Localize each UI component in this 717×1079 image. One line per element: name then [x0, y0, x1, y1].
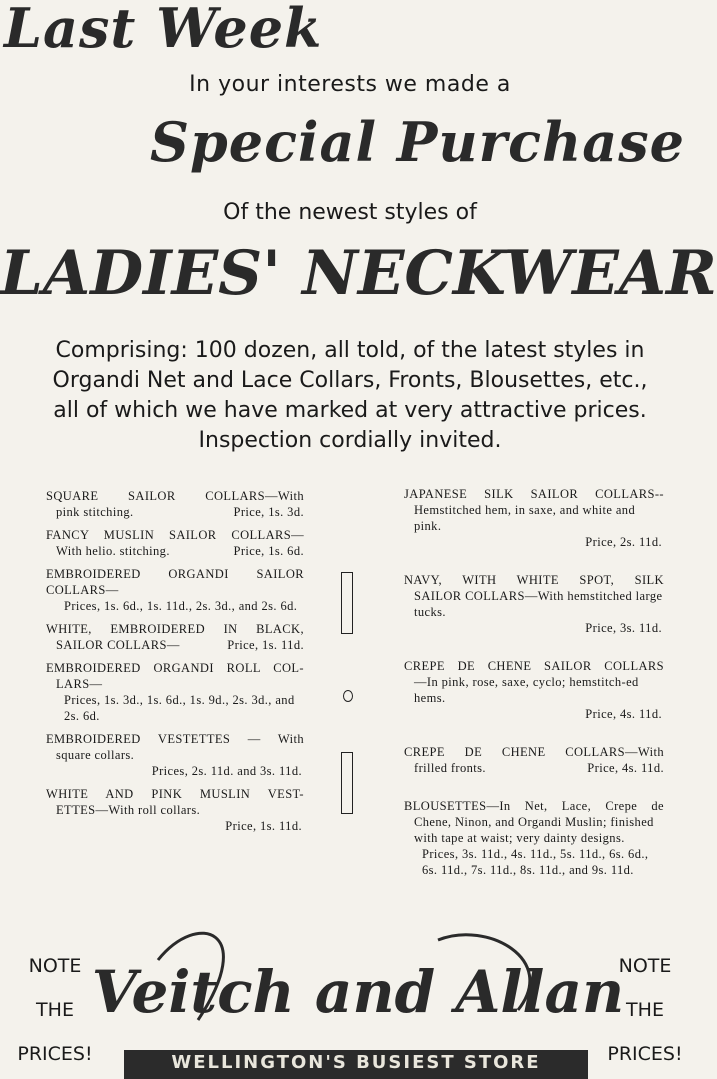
- item-desc: SAILOR COLLARS—: [56, 638, 180, 652]
- item-desc: —In pink, rose, saxe, cyclo; hemstitch-ed hems.: [414, 675, 639, 705]
- item-title: FANCY MUSLIN SAILOR COLLARS—: [46, 528, 304, 542]
- item-desc: Chene, Ninon, and Organdi Muslin; finished with tape at waist; very dainty designs.: [414, 815, 654, 845]
- item-title: WHITE, EMBROIDERED IN BLACK,: [46, 622, 304, 636]
- intro-paragraph: [0, 336, 700, 456]
- list-item: [404, 486, 664, 550]
- item-title: SQUARE SAILOR COLLARS—With: [46, 489, 304, 503]
- note-line: THE: [626, 999, 664, 1021]
- item-title: CREPE DE CHENE COLLARS—With: [404, 745, 664, 759]
- item-desc: pink stitching.: [56, 505, 134, 519]
- ornament-circle: [343, 690, 353, 702]
- item-price: Prices, 1s. 6d., 1s. 11d., 2s. 3d., and 2s. 6d.: [64, 599, 298, 613]
- item-desc: COLLARS—: [46, 583, 119, 597]
- item-desc: With helio. stitching.: [56, 544, 170, 558]
- item-title: JAPANESE SILK SAILOR COLLARS--: [404, 487, 664, 501]
- item-price: Prices, 2s. 11d. and 3s. 11d.: [151, 764, 302, 778]
- list-item: [404, 798, 664, 878]
- list-item: [404, 744, 664, 776]
- note-line: PRICES!: [607, 1043, 683, 1065]
- list-item: [404, 572, 664, 636]
- item-price: Price, 3s. 11d.: [585, 621, 662, 635]
- logo-banner-text: WELLINGTON'S BUSIEST STORE: [171, 1052, 541, 1073]
- left-price-list: [46, 488, 304, 841]
- list-item: [46, 488, 304, 520]
- list-item: [46, 527, 304, 559]
- item-title: BLOUSETTES—In Net, Lace, Crepe de: [404, 799, 664, 813]
- ornament-bar-bottom: [341, 752, 353, 814]
- list-item: [46, 731, 304, 779]
- item-price: Price, 4s. 11d.: [587, 761, 664, 775]
- headline-ladies-neckwear: LADIES' NECKWEAR: [0, 238, 717, 309]
- item-price: Price, 4s. 11d.: [585, 707, 662, 721]
- list-item: [46, 660, 304, 724]
- note-line: THE: [36, 999, 74, 1021]
- item-desc: SAILOR COLLARS—With hemstitched large tucks.: [414, 589, 663, 619]
- item-title: EMBROIDERED VESTETTES — With: [46, 732, 304, 746]
- intro-line: Inspection cordially invited.: [198, 428, 502, 453]
- list-item: [46, 621, 304, 653]
- item-title: WHITE AND PINK MUSLIN VEST-: [46, 787, 304, 801]
- right-price-list: [404, 486, 664, 885]
- item-price: Prices, 3s. 11d., 4s. 11d., 5s. 11d., 6s. 6d., 6s. 11d., 7s. 11d., 8s. 11d., and 9s. 11d.: [422, 847, 649, 877]
- item-price: Price, 2s. 11d.: [585, 535, 662, 549]
- list-item: [404, 658, 664, 722]
- intro-line: Comprising: 100 dozen, all told, of the latest styles in: [55, 338, 645, 363]
- headline-interests: In your interests we made a: [189, 72, 511, 97]
- note-line: NOTE: [28, 955, 82, 977]
- headline-newest: Of the newest styles of: [223, 200, 477, 225]
- intro-line: Organdi Net and Lace Collars, Fronts, Blousettes, etc.,: [52, 368, 648, 393]
- item-desc: frilled fronts.: [414, 761, 486, 775]
- item-price: Prices, 1s. 3d., 1s. 6d., 1s. 9d., 2s. 3d., and 2s. 6d.: [64, 693, 295, 723]
- note-line: NOTE: [618, 955, 672, 977]
- item-price: Price, 1s. 11d.: [225, 819, 302, 833]
- note-line: PRICES!: [17, 1043, 93, 1065]
- item-desc: ETTES—With roll collars.: [56, 803, 201, 817]
- headline-last-week: Last Week: [4, 0, 323, 60]
- item-title: EMBROIDERED ORGANDI SAILOR: [46, 567, 304, 581]
- ornament-bar-top: [341, 572, 353, 634]
- item-desc: LARS—: [56, 677, 103, 691]
- item-title: CREPE DE CHENE SAILOR COLLARS: [404, 659, 664, 673]
- list-item: [46, 786, 304, 834]
- item-price: Price, 1s. 6d.: [233, 544, 304, 558]
- intro-line: all of which we have marked at very attractive prices.: [53, 398, 647, 423]
- store-logo: [91, 920, 625, 1050]
- item-price: Price, 1s. 3d.: [233, 505, 304, 519]
- item-desc: Hemstitched hem, in saxe, and white and pink.: [414, 503, 636, 533]
- headline-special-purchase: Special Purchase: [150, 110, 686, 174]
- list-item: [46, 566, 304, 614]
- item-desc: square collars.: [56, 748, 135, 762]
- item-price: Price, 1s. 11d.: [227, 638, 304, 652]
- item-title: EMBROIDERED ORGANDI ROLL COL-: [46, 661, 304, 675]
- item-title: NAVY, WITH WHITE SPOT, SILK: [404, 573, 664, 587]
- logo-script-text: Veitch and Allan: [91, 958, 625, 1026]
